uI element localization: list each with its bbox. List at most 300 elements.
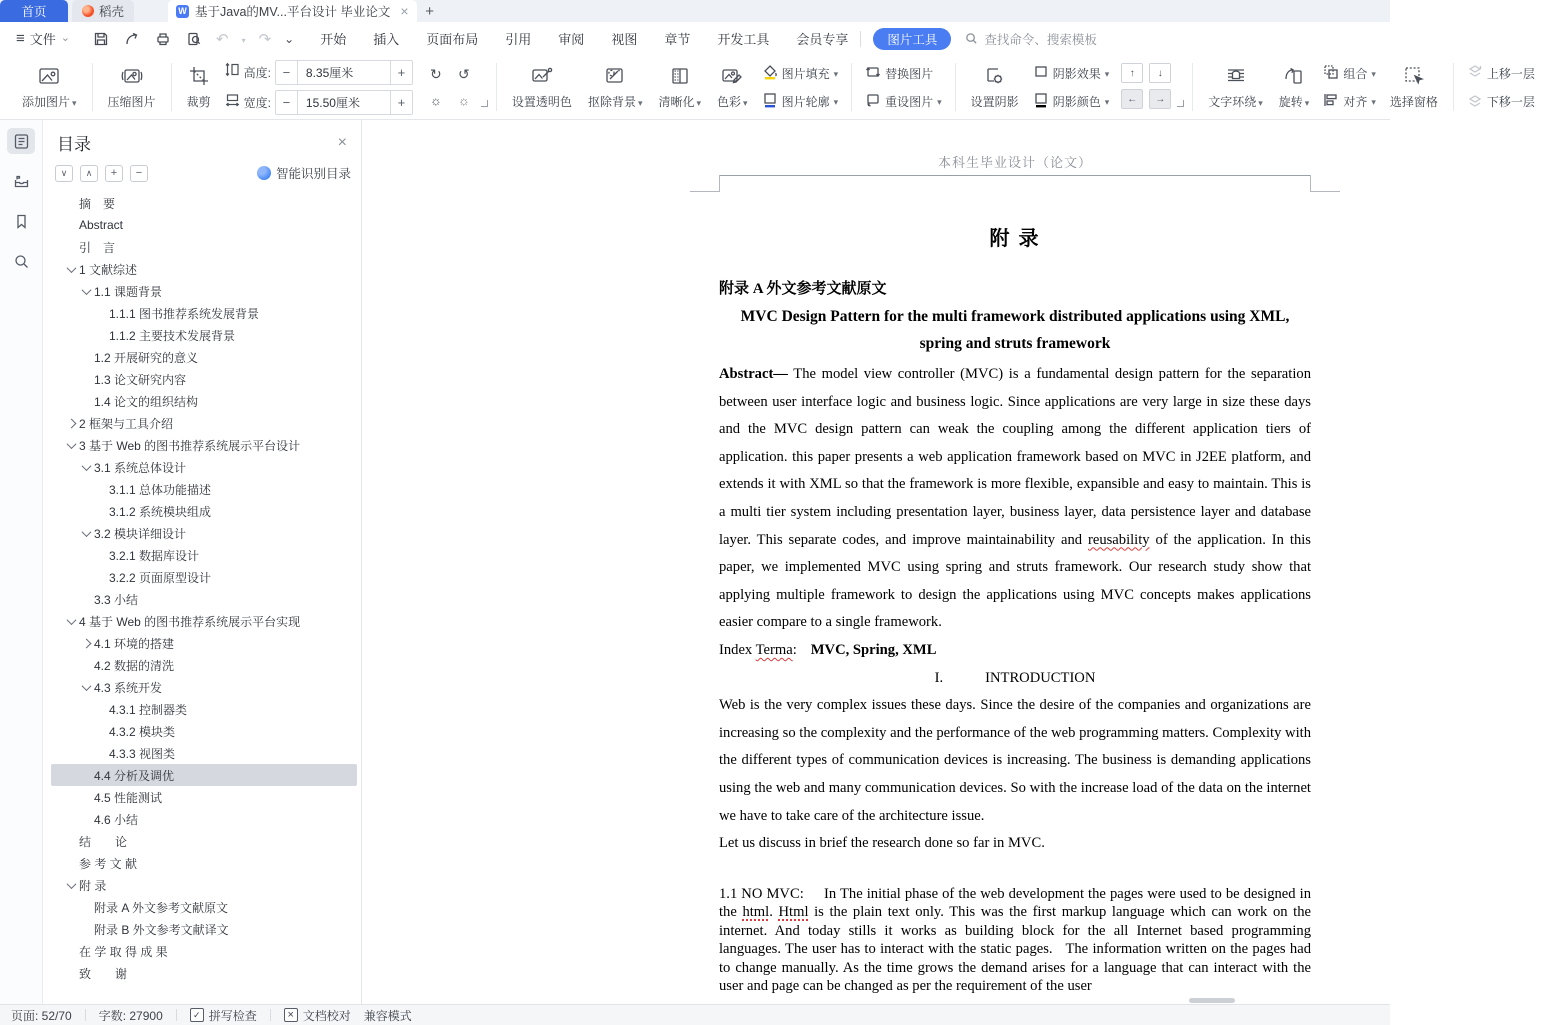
bring-forward-label: 上移一层 xyxy=(1486,66,1535,81)
reset-picture-button[interactable] xyxy=(865,90,942,112)
picture-fill-button[interactable] xyxy=(762,62,839,84)
inbox-flag-icon xyxy=(13,173,30,190)
chevron-down-icon[interactable] xyxy=(63,442,79,449)
text-wrap-button[interactable] xyxy=(1200,64,1271,110)
height-icon xyxy=(225,62,240,82)
rotate-right-icon[interactable] xyxy=(425,63,447,85)
toc-item[interactable] xyxy=(51,962,357,984)
nudge-shadow-left-button[interactable] xyxy=(1121,89,1143,109)
align-icon xyxy=(1323,92,1339,111)
nudge-shadow-right-button[interactable] xyxy=(1149,89,1171,109)
status-divider xyxy=(176,1009,177,1021)
shadow-settings-icon xyxy=(983,64,1007,88)
nudge-shadow-up-button[interactable] xyxy=(1121,63,1143,83)
set-transparent-color-button[interactable] xyxy=(504,64,580,110)
toc-item[interactable] xyxy=(51,258,357,280)
toc-panel-header xyxy=(43,120,361,155)
color-button[interactable] xyxy=(709,64,756,110)
search-panel-button[interactable] xyxy=(7,248,35,274)
toc-item-label: 4.1 环境的搭建 xyxy=(94,636,175,651)
collapse-level-button[interactable] xyxy=(130,165,148,182)
chevron-down-icon[interactable] xyxy=(78,464,94,471)
toc-item[interactable] xyxy=(51,852,357,874)
rotate-brightness-group xyxy=(419,63,481,111)
toc-item[interactable] xyxy=(51,918,357,940)
chevron-down-icon[interactable] xyxy=(78,530,94,537)
search-placeholder: 查找命令、搜索模板 xyxy=(984,32,1097,47)
spellcheck-toggle[interactable] xyxy=(190,1007,257,1024)
toc-item[interactable] xyxy=(51,478,357,500)
compress-picture-button[interactable] xyxy=(100,64,164,110)
height-decrease-button[interactable] xyxy=(276,61,298,84)
toc-item[interactable] xyxy=(51,500,357,522)
close-panel-icon[interactable] xyxy=(338,134,347,152)
toc-item[interactable] xyxy=(51,412,357,434)
section-1-1-paragraph xyxy=(719,885,1311,996)
toc-item-label: 1.1.2 主要技术发展背景 xyxy=(109,328,236,343)
toc-item[interactable] xyxy=(51,368,357,390)
tab-references[interactable]: 引用 xyxy=(505,32,532,47)
group-align-group xyxy=(1317,62,1382,112)
toc-item-label: 1 文献综述 xyxy=(79,262,138,277)
section-title: INTRODUCTION xyxy=(985,669,1096,686)
page-header-text: 本科生毕业设计（论文） xyxy=(937,155,1092,170)
group-divider xyxy=(92,63,93,111)
appendix-a-heading: 附录 A 外文参考文献原文 xyxy=(719,281,887,297)
group-objects-label: 组合 xyxy=(1343,66,1368,81)
toc-item[interactable] xyxy=(51,610,357,632)
toc-item-label: 附录 A 外文参考文献原文 xyxy=(94,900,229,915)
smart-recognize-label: 智能识别目录 xyxy=(275,167,351,181)
file-menu-button[interactable] xyxy=(16,29,70,48)
toc-item-label: 1.3 论文研究内容 xyxy=(94,372,187,387)
height-increase-button[interactable] xyxy=(390,61,412,84)
toc-item[interactable] xyxy=(51,874,357,896)
toc-item-label: 引 言 xyxy=(79,240,116,255)
group-objects-icon xyxy=(1323,64,1339,83)
toc-item[interactable] xyxy=(51,236,357,258)
toc-item-label: 4 基于 Web 的图书推荐系统展示平台实现 xyxy=(79,614,301,629)
align-label: 对齐 xyxy=(1343,94,1368,109)
toc-list xyxy=(51,192,357,1005)
chevron-down-icon xyxy=(61,31,70,46)
toc-item[interactable] xyxy=(51,654,357,676)
bring-forward-button-disabled[interactable] xyxy=(1467,62,1535,84)
tab-section[interactable]: 章节 xyxy=(664,32,691,47)
reset-picture-label: 重设图片 xyxy=(885,94,934,109)
toc-item-label: 4.2 数据的清洗 xyxy=(94,658,175,673)
chevron-right-icon[interactable] xyxy=(63,420,79,427)
outline-panel-button[interactable] xyxy=(7,128,35,154)
toc-item-label: 附录 B 外文参考文献译文 xyxy=(94,922,229,937)
toc-item[interactable] xyxy=(51,830,357,852)
picture-outline-label: 图片轮廓 xyxy=(781,94,830,109)
width-stepper xyxy=(275,90,413,115)
paper-title-line2: spring and struts framework xyxy=(919,335,1111,352)
proofread-x-icon xyxy=(284,1008,298,1022)
page-indicator-label: 页面: 52/70 xyxy=(11,1008,72,1023)
margin-mark-right xyxy=(1310,175,1340,192)
height-stepper xyxy=(275,60,413,85)
picture-icon xyxy=(37,64,61,88)
toc-item-label: 4.4 分析及调优 xyxy=(94,768,175,783)
rotate-left-icon[interactable] xyxy=(453,63,475,85)
shadow-dialog-launcher[interactable] xyxy=(1177,65,1185,109)
group-divider xyxy=(955,63,956,111)
toc-item[interactable] xyxy=(51,456,357,478)
search-icon xyxy=(965,32,978,45)
page-indicator[interactable] xyxy=(11,1007,72,1024)
outline-square-icon xyxy=(762,92,778,111)
shadow-effect-icon xyxy=(1033,64,1049,83)
rotate-button[interactable] xyxy=(1271,64,1318,110)
abstract-paragraph xyxy=(719,361,1311,637)
horizontal-scrollbar-thumb[interactable] xyxy=(1189,998,1235,1003)
text-wrap-icon xyxy=(1224,64,1248,88)
chevron-down-icon xyxy=(1371,66,1376,80)
undo-icon[interactable] xyxy=(216,30,229,48)
chevron-down-icon xyxy=(937,94,942,108)
redo-icon[interactable] xyxy=(259,30,272,48)
toc-item[interactable] xyxy=(51,632,357,654)
toc-item-label: 4.3.1 控制器类 xyxy=(109,702,188,717)
toc-item[interactable] xyxy=(51,896,357,918)
proofread-toggle[interactable] xyxy=(284,1007,351,1024)
compatibility-mode-label: 兼容模式 xyxy=(363,1008,412,1023)
toc-item[interactable] xyxy=(51,698,357,720)
chevron-down-icon xyxy=(834,94,839,108)
section-heading xyxy=(719,665,1311,693)
remove-background-label: 抠除背景 xyxy=(587,95,636,109)
width-decrease-button[interactable] xyxy=(276,91,298,114)
group-divider xyxy=(171,63,172,111)
toc-item[interactable] xyxy=(51,544,357,566)
body-text: user xyxy=(1067,978,1092,995)
ribbon-tabs xyxy=(320,29,848,48)
toc-item-label: 3.2.1 数据库设计 xyxy=(109,548,200,563)
abstract-text: of the application. In this paper, we implemented MVC using spring and struts framework. Our research study show that applying multiple framework to design the applications using MVC concepts makes applications easier compare to a single framework. xyxy=(719,531,1311,631)
toc-item-label: 3.3 小结 xyxy=(94,592,139,607)
toc-item[interactable] xyxy=(51,280,357,302)
chevron-right-icon[interactable] xyxy=(78,640,94,647)
document-tab-title: 基于Java的MV...平台设计 毕业论文 xyxy=(195,5,391,19)
shadow-color-icon xyxy=(1033,92,1049,111)
toc-item-label: 在 学 取 得 成 果 xyxy=(79,944,168,959)
toc-item[interactable] xyxy=(51,742,357,764)
replace-reset-group xyxy=(859,62,948,112)
writer-doc-icon xyxy=(176,5,189,18)
file-menu-label: 文件 xyxy=(29,32,56,47)
index-terms-line xyxy=(719,637,1311,665)
toc-toolbar xyxy=(43,155,361,182)
chevron-down-icon xyxy=(743,95,748,109)
toc-item-label: 参 考 文 献 xyxy=(79,856,138,871)
compatibility-mode-badge xyxy=(364,1007,412,1024)
width-label: 宽度: xyxy=(243,95,271,110)
toc-panel xyxy=(43,120,362,1005)
chevron-down-icon[interactable] xyxy=(63,266,79,273)
chevron-down-icon xyxy=(72,95,77,109)
chevron-down-icon xyxy=(834,66,839,80)
toc-item[interactable] xyxy=(51,346,357,368)
toc-item-label: 3 基于 Web 的图书推荐系统展示平台设计 xyxy=(79,438,301,453)
search-icon xyxy=(13,253,30,270)
toc-item[interactable] xyxy=(51,192,357,214)
toc-item[interactable] xyxy=(51,786,357,808)
bring-forward-icon xyxy=(1467,64,1483,83)
window-tab-bar xyxy=(0,0,1390,22)
quick-access-toolbar xyxy=(92,30,294,48)
toc-item-label: 致 谢 xyxy=(79,966,128,981)
menu-bar xyxy=(0,22,1390,55)
toc-item-label: 摘 要 xyxy=(79,196,116,211)
docer-logo-icon xyxy=(82,5,94,17)
set-shadow-button[interactable] xyxy=(963,64,1027,110)
crop-icon xyxy=(187,64,211,88)
chevron-down-icon xyxy=(1105,66,1110,80)
docer-tab[interactable] xyxy=(72,0,134,22)
abstract-label: Abstract— xyxy=(719,366,788,382)
set-shadow-label: 设置阴影 xyxy=(970,95,1019,109)
sharpen-button[interactable] xyxy=(650,64,709,110)
chevron-down-icon[interactable] xyxy=(63,882,79,889)
body-text: 1.1 NO MVC: In The initial phase of the web development the pages were used to be designed in the xyxy=(719,885,1311,921)
shadow-effect-button[interactable] xyxy=(1033,62,1110,84)
body-text: is the plain text only. This was the first markup language which can work on the internet. And today stills it works as building block for the all Internet based programming languages. The user has to interact with the static pages. The information written on the pages had to change manually. As the time grows the demand arises for a language that can interact with the user and page can be changed as per the requirement of the xyxy=(719,904,1312,995)
command-search[interactable] xyxy=(965,30,1097,48)
sharpen-label: 清晰化 xyxy=(658,95,695,109)
width-value-input[interactable]: 15.50厘米 xyxy=(298,91,390,114)
add-picture-label: 添加图片 xyxy=(22,95,71,109)
toc-item-label: 3.1.2 系统模块组成 xyxy=(109,504,212,519)
tab-view[interactable]: 视图 xyxy=(611,32,638,47)
undo-history-chevron-icon[interactable] xyxy=(242,31,246,46)
chevron-down-icon[interactable] xyxy=(78,684,94,691)
toc-item-label: 4.5 性能测试 xyxy=(94,790,163,805)
smart-assistant-icon xyxy=(257,166,271,180)
toc-item-label: 1.1 课题背景 xyxy=(94,284,163,299)
toc-item[interactable] xyxy=(51,566,357,588)
index-colon: : xyxy=(792,641,797,658)
chevron-down-icon xyxy=(1371,94,1376,108)
toc-item-label: 3.1.1 总体功能描述 xyxy=(109,482,212,497)
toc-item[interactable] xyxy=(51,720,357,742)
close-tab-icon[interactable] xyxy=(400,3,408,19)
toc-panel-title: 目录 xyxy=(57,135,91,154)
tab-start[interactable]: 开始 xyxy=(320,32,347,47)
toc-item-label: 4.6 小结 xyxy=(94,812,139,827)
chevron-down-icon[interactable] xyxy=(78,288,94,295)
header-rule xyxy=(719,175,1311,176)
width-icon xyxy=(225,92,240,112)
menu-divider xyxy=(860,31,861,47)
tab-membership[interactable]: 会员专享 xyxy=(796,32,849,47)
status-bar xyxy=(0,1004,1390,1025)
collapse-all-button[interactable] xyxy=(80,165,98,182)
toc-item-label: 1.1.1 图书推荐系统发展背景 xyxy=(109,306,260,321)
status-divider xyxy=(85,1009,86,1021)
spellcheck-check-icon xyxy=(190,1008,204,1022)
misspelled-word: reusability xyxy=(1087,531,1150,548)
toc-item-label: 4.3 系统开发 xyxy=(94,680,163,695)
rotate-shape-icon xyxy=(1282,64,1306,88)
bookmark-icon xyxy=(13,213,30,230)
toc-item[interactable] xyxy=(51,434,357,456)
misspelled-word: Html xyxy=(778,904,809,921)
replace-picture-button[interactable] xyxy=(865,62,942,84)
shadow-effect-label: 阴影效果 xyxy=(1052,66,1101,81)
shadow-color-button[interactable] xyxy=(1033,90,1110,112)
spellcheck-label: 拼写检查 xyxy=(208,1008,257,1023)
size-group xyxy=(219,60,419,114)
magic-wand-icon xyxy=(603,64,627,88)
remove-background-button[interactable] xyxy=(580,64,651,110)
height-label: 高度: xyxy=(243,65,271,80)
set-transparent-label: 设置透明色 xyxy=(511,95,572,109)
toc-item-label: 3.2 模块详细设计 xyxy=(94,526,187,541)
group-divider xyxy=(496,63,497,111)
customize-toolbar-chevron-icon[interactable] xyxy=(284,31,294,46)
abstract-text: The model view controller (MVC) is a fundamental design pattern for the separation between user interface logic and business logic. Since applications are very large in size these days and the MVC design pattern can weak the coupling among the different application tiers of application. this paper presents a web application framework based on MVC in J2EE platform, and extends it with XML so that the framework is more flexible, expansible and easy to maintain. This is a multi tier system including presentation layer, business layer, data persistence layer and database layer. This separate codes, and improve maintainability and xyxy=(719,366,1311,548)
tab-dev-tools[interactable]: 开发工具 xyxy=(717,32,770,47)
toc-item-label: 4.3.3 视图类 xyxy=(109,746,176,761)
toc-item[interactable] xyxy=(51,808,357,830)
selection-pane-button[interactable] xyxy=(1382,64,1446,110)
toc-item-label: 2 框架与工具介绍 xyxy=(79,416,174,431)
paper-title-line1: MVC Design Pattern for the multi framework distributed applications using XML, xyxy=(740,308,1290,325)
docer-tab-label: 稻壳 xyxy=(99,5,125,19)
intro-tail-line: Let us discuss in brief the research done so far in MVC. xyxy=(719,835,1045,852)
proofread-label: 文档校对 xyxy=(302,1008,351,1023)
group-divider xyxy=(1192,63,1193,111)
send-backward-label: 下移一层 xyxy=(1486,94,1535,109)
send-backward-icon xyxy=(1467,92,1483,111)
color-label: 色彩 xyxy=(717,95,742,109)
toc-item[interactable] xyxy=(51,764,357,786)
save-button[interactable] xyxy=(92,30,110,48)
crop-label: 裁剪 xyxy=(186,95,211,109)
hamburger-icon xyxy=(16,30,25,47)
export-button[interactable] xyxy=(123,30,141,48)
document-canvas[interactable] xyxy=(362,120,1390,1005)
word-count[interactable] xyxy=(99,1007,163,1024)
toc-item-label: Abstract xyxy=(79,218,124,232)
toc-item-label: 1.2 开展研究的意义 xyxy=(94,350,199,365)
fill-bucket-icon xyxy=(762,64,778,83)
intro-paragraph: Web is the very complex issues these days. Since the desire of the companies and organizations are increasing so the complexity and the performance of the web programming matters. Complexity with the different types of communication devices is increasing. The business is demanding applications using the web and many communication devices. So with the increase load of the data on the internet we have to take care of the architecture issue. xyxy=(719,697,1311,824)
chevron-down-icon xyxy=(638,95,643,109)
toc-item[interactable] xyxy=(51,324,357,346)
appendix-title: 附 录 xyxy=(989,228,1041,250)
replace-picture-icon xyxy=(865,64,881,83)
nudge-shadow-down-button[interactable] xyxy=(1149,63,1171,83)
shadow-color-label: 阴影颜色 xyxy=(1052,94,1101,109)
reset-picture-icon xyxy=(865,92,881,111)
index-label: Index xyxy=(719,641,756,658)
expand-level-button[interactable] xyxy=(105,165,123,182)
toc-item[interactable] xyxy=(51,522,357,544)
compress-picture-label: 压缩图片 xyxy=(107,95,156,109)
expand-all-button[interactable] xyxy=(55,165,73,182)
toc-item[interactable] xyxy=(51,588,357,610)
transparent-color-icon xyxy=(530,64,554,88)
word-count-label: 字数: 27900 xyxy=(98,1008,163,1023)
tab-page-layout[interactable]: 页面布局 xyxy=(426,32,479,47)
compress-picture-icon xyxy=(120,64,144,88)
chevron-down-icon xyxy=(697,95,702,109)
crop-button[interactable] xyxy=(179,64,219,110)
chevron-down-icon[interactable] xyxy=(63,618,79,625)
index-terms: MVC, Spring, XML xyxy=(810,641,937,658)
toc-item[interactable] xyxy=(51,302,357,324)
tab-review[interactable]: 审阅 xyxy=(558,32,585,47)
toc-item-label: 附 录 xyxy=(79,878,107,893)
misspelled-word: Terma xyxy=(755,641,793,658)
left-icon-rail xyxy=(0,120,43,1005)
chevron-down-icon xyxy=(1305,95,1310,109)
shadow-options-group xyxy=(1027,62,1116,112)
height-value-input[interactable]: 8.35厘米 xyxy=(298,61,390,84)
toc-item-label: 结 论 xyxy=(79,834,128,849)
fill-outline-group xyxy=(756,62,845,112)
toc-item[interactable] xyxy=(51,214,357,236)
main-area xyxy=(0,120,1390,1005)
size-dialog-launcher[interactable] xyxy=(481,65,489,109)
picture-outline-button[interactable] xyxy=(762,90,839,112)
bookmark-panel-button[interactable] xyxy=(7,208,35,234)
toc-item[interactable] xyxy=(51,676,357,698)
color-pencil-icon xyxy=(720,64,744,88)
toc-icon xyxy=(13,133,30,150)
group-divider xyxy=(851,63,852,111)
toc-item[interactable] xyxy=(51,390,357,412)
toc-item-label: 4.3.2 模块类 xyxy=(109,724,176,739)
tab-picture-tools-active[interactable]: 图片工具 xyxy=(873,28,951,50)
smart-recognize-toc-button[interactable] xyxy=(257,164,351,182)
rotate-label: 旋转 xyxy=(1278,95,1303,109)
selection-pane-icon xyxy=(1402,64,1426,88)
picture-tools-ribbon xyxy=(0,55,1535,120)
margin-mark-left xyxy=(690,175,720,192)
brightness-up-icon[interactable] xyxy=(425,89,447,111)
toc-item-label: 1.4 论文的组织结构 xyxy=(94,394,199,409)
body-text: . xyxy=(769,904,779,921)
toc-item[interactable] xyxy=(51,940,357,962)
send-backward-button-disabled[interactable] xyxy=(1467,90,1535,112)
selection-pane-label: 选择窗格 xyxy=(1389,95,1438,109)
width-increase-button[interactable] xyxy=(390,91,412,114)
layer-order-group xyxy=(1461,62,1541,112)
toc-item-label: 3.2.2 页面原型设计 xyxy=(109,570,212,585)
chevron-down-icon xyxy=(1105,94,1110,108)
brightness-down-icon[interactable] xyxy=(453,89,475,111)
misspelled-word: html xyxy=(742,904,770,921)
print-preview-button[interactable] xyxy=(185,30,203,48)
group-objects-button[interactable] xyxy=(1323,62,1376,84)
new-tab-button[interactable] xyxy=(417,0,443,22)
tab-insert[interactable]: 插入 xyxy=(373,32,400,47)
add-picture-button[interactable] xyxy=(14,64,85,110)
home-tab[interactable] xyxy=(0,0,68,22)
submit-box-button[interactable] xyxy=(7,168,35,194)
home-tab-label: 首页 xyxy=(21,5,47,19)
group-divider xyxy=(1453,63,1454,111)
sharpen-icon xyxy=(668,64,692,88)
text-wrap-label: 文字环绕 xyxy=(1208,95,1257,109)
document-tab[interactable] xyxy=(168,0,417,22)
align-button[interactable] xyxy=(1323,90,1376,112)
print-button[interactable] xyxy=(154,30,172,48)
